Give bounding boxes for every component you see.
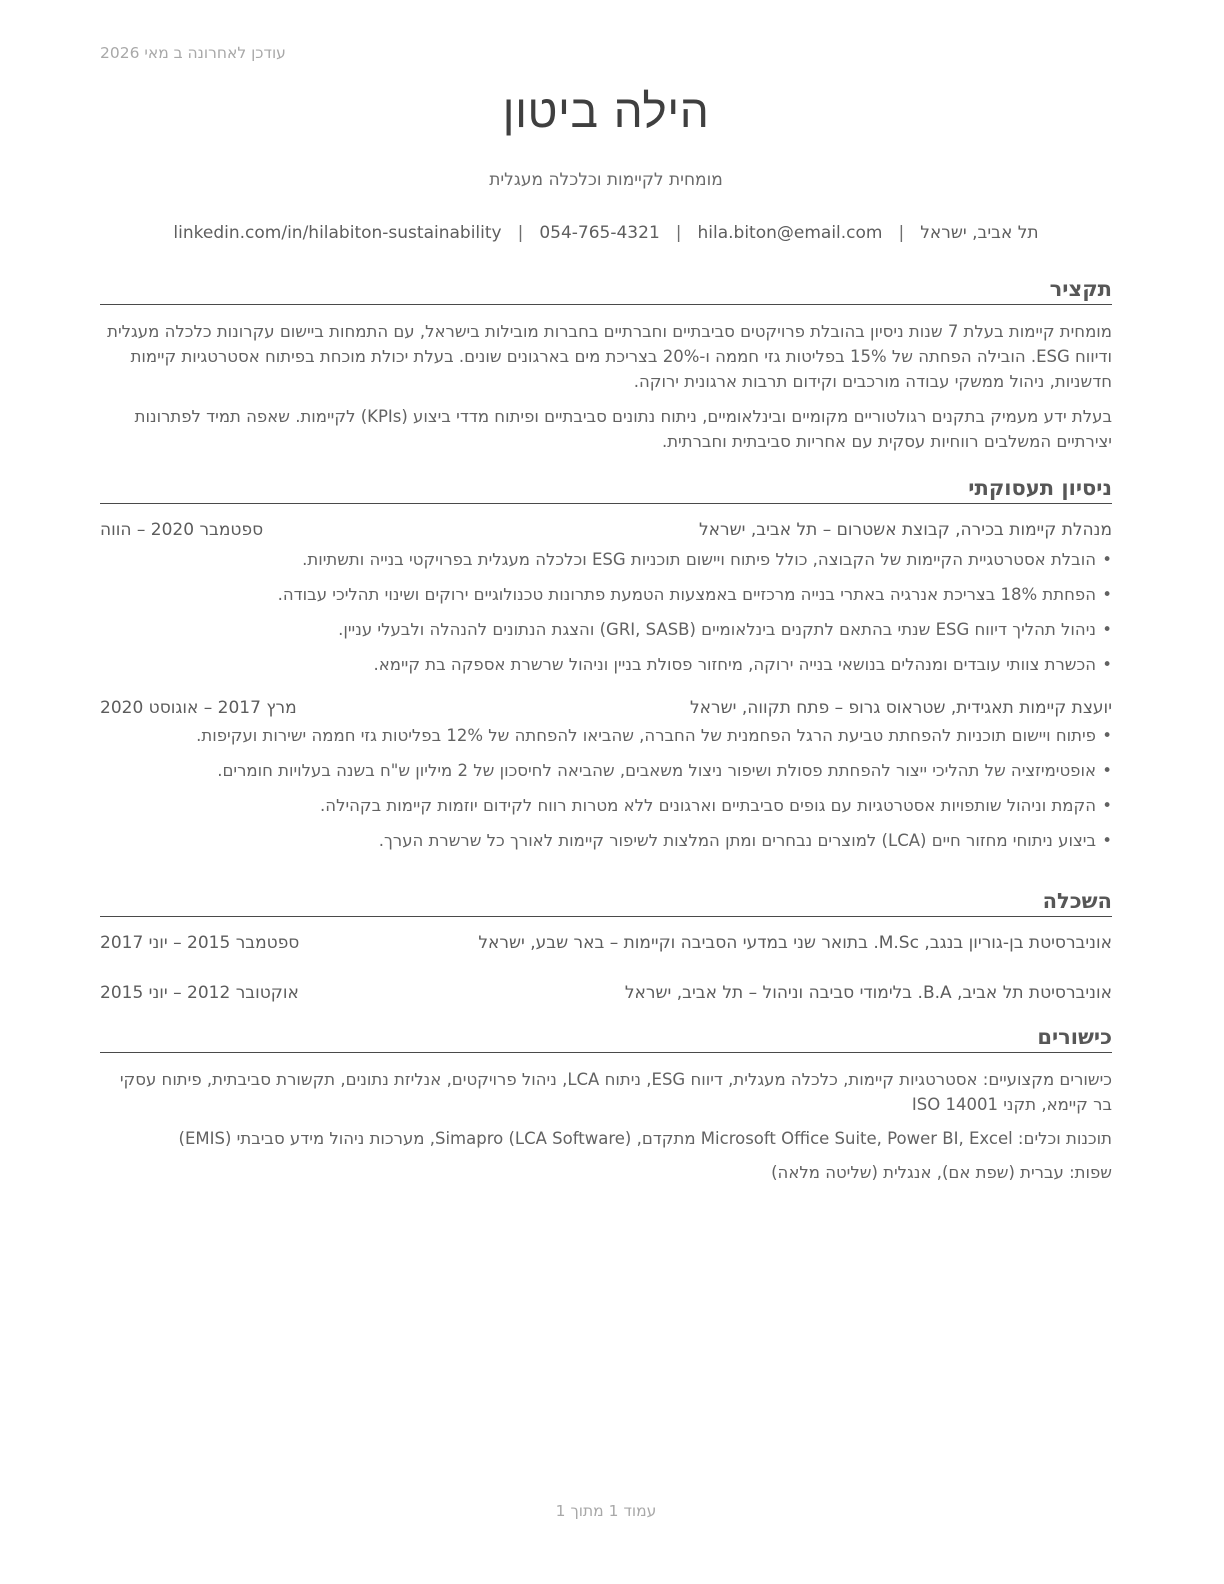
education-entry (100, 931, 1112, 955)
experience-section (100, 475, 1112, 864)
contact-phone[interactable]: 054-765-4321 (539, 223, 660, 243)
contact-email[interactable]: hila.biton@email.com (697, 223, 883, 243)
job-bullet: • אופטימיזציה של תהליכי ייצור להפחתת פסולת ושיפור ניצול משאבים, שהביאה לחיסכון של 2 מיליון ש"ח בשנה בעלויות חומרים. (100, 759, 1112, 783)
job-bullet: • הובלת אסטרטגיית הקיימות של הקבוצה, כולל פיתוח ויישום תוכניות ESG וכלכלה מעגלית בפרויקטי בנייה ותשתיות. (100, 548, 1112, 572)
job-header (100, 696, 1112, 720)
last-updated-note: עודכן לאחרונה ב מאי 2026 (100, 44, 286, 62)
job-entry (100, 696, 1112, 853)
contact-separator: | (517, 223, 524, 243)
summary-paragraph: מומחית קיימות בעלת 7 שנות ניסיון בהובלת פרויקטים סביבתיים וחברתיים בחברות מובילות בישראל, עם התמחות ביישום עקרונות כלכלה מעגלית ודיווח ESG. הובילה הפחתה של 15% בפליטות גזי חממה ו-20% בצריכת מים בארגונים שונים. בעלת יכולת מוכחת בפיתוח אסטרטגיות קיימות חדשניות, ניהול ממשקי עבודה מורכבים וקידום תרבות ארגונית ירוקה. (107, 322, 1112, 391)
contact-location: תל אביב, ישראל (920, 223, 1039, 243)
skills-professional: כישורים מקצועיים: אסטרטגיות קיימות, כלכלה מעגלית, דיווח ESG, ניתוח LCA, ניהול פרויקטים, אנליזת נתונים, תקשורת סביבתית, פיתוח עסקי בר קיימא, תקני ISO 14001 (119, 1070, 1112, 1114)
candidate-title: מומחית לקיימות וכלכלה מעגלית (489, 170, 723, 190)
contact-linkedin[interactable]: linkedin.com/in/hilabiton-sustainability (173, 223, 502, 243)
summary-section (100, 276, 1112, 454)
job-bullet: • הקמת וניהול שותפויות אסטרטגיות עם גופים סביבתיים וארגונים ללא מטרות רווח לקידום יוזמות קיימות בקהילה. (100, 794, 1112, 818)
job-bullet: • הכשרת צוותי עובדים ומנהלים בנושאי בנייה ירוקה, מיחזור פסולת בניין וניהול שרשרת אספקה בת קיימא. (100, 653, 1112, 677)
job-bullet: • הפחתת 18% בצריכת אנרגיה באתרי בנייה מרכזיים באמצעות הטמעת פתרונות טכנולוגיים ירוקים ושינוי תהליכי עבודה. (100, 583, 1112, 607)
education-dates: ספטמבר 2015 – יוני 2017 (100, 933, 300, 953)
section-title-skills: כישורים (100, 1024, 1112, 1053)
job-bullet: • ניהול תהליך דיווח ESG שנתי בהתאם לתקנים בינלאומיים (GRI, SASB) והצגת הנתונים להנהלה ולבעלי עניין. (100, 618, 1112, 642)
job-dates: ספטמבר 2020 – הווה (100, 520, 264, 540)
education-entry (100, 981, 1112, 1005)
skills-tools: תוכנות וכלים: Microsoft Office Suite, Power BI, Excel מתקדם, Simapro (LCA Software), מערכות ניהול מידע סביבתי (EMIS) (178, 1129, 1112, 1148)
contact-line (0, 223, 1212, 243)
contact-separator: | (898, 223, 905, 243)
job-role: מנהלת קיימות בכירה, קבוצת אשטרום – תל אביב, ישראל (698, 520, 1112, 540)
job-bullet: • ביצוע ניתוחי מחזור חיים (LCA) למוצרים נבחרים ומתן המלצות לשיפור קיימות לאורך כל שרשרת הערך. (100, 829, 1112, 853)
contact-separator: | (675, 223, 682, 243)
job-role: יועצת קיימות תאגידית, שטראוס גרופ – פתח תקווה, ישראל (690, 698, 1112, 718)
summary-paragraph: בעלת ידע מעמיק בתקנים רגולטוריים מקומיים ובינלאומיים, ניתוח נתונים סביבתיים ופיתוח מדדי ביצוע (KPIs) לקיימות. שאפה תמיד לפתרונות יצירתיים המשלבים רווחיות עסקית עם אחריות סביבתית וחברתית. (134, 407, 1112, 451)
job-dates: מרץ 2017 – אוגוסט 2020 (100, 698, 297, 718)
section-title-education: השכלה (100, 888, 1112, 917)
job-bullet: • פיתוח ויישום תוכניות להפחתת טביעת הרגל הפחמנית של החברה, שהביאו להפחתה של 12% בפליטות גזי חממה ישירות ועקיפות. (100, 724, 1112, 748)
job-bullets (100, 548, 1112, 677)
job-bullets (100, 724, 1112, 853)
job-header (100, 518, 1112, 542)
education-dates: אוקטובר 2012 – יוני 2015 (100, 983, 299, 1003)
education-degree: אוניברסיטת תל אביב, B.A. בלימודי סביבה וניהול – תל אביב, ישראל (624, 983, 1112, 1003)
job-entry (100, 518, 1112, 677)
skills-languages: שפות: עברית (שפת אם), אנגלית (שליטה מלאה) (771, 1163, 1112, 1182)
education-section (100, 888, 1112, 1005)
page-number: עמוד 1 מתוך 1 (555, 1502, 657, 1520)
candidate-name: הילה ביטון (502, 84, 710, 138)
section-title-summary: תקציר (100, 276, 1112, 305)
education-degree: אוניברסיטת בן-גוריון בנגב, M.Sc. בתואר שני במדעי הסביבה וקיימות – באר שבע, ישראל (478, 933, 1112, 953)
section-title-experience: ניסיון תעסוקתי (100, 475, 1112, 504)
skills-section (100, 1024, 1112, 1185)
